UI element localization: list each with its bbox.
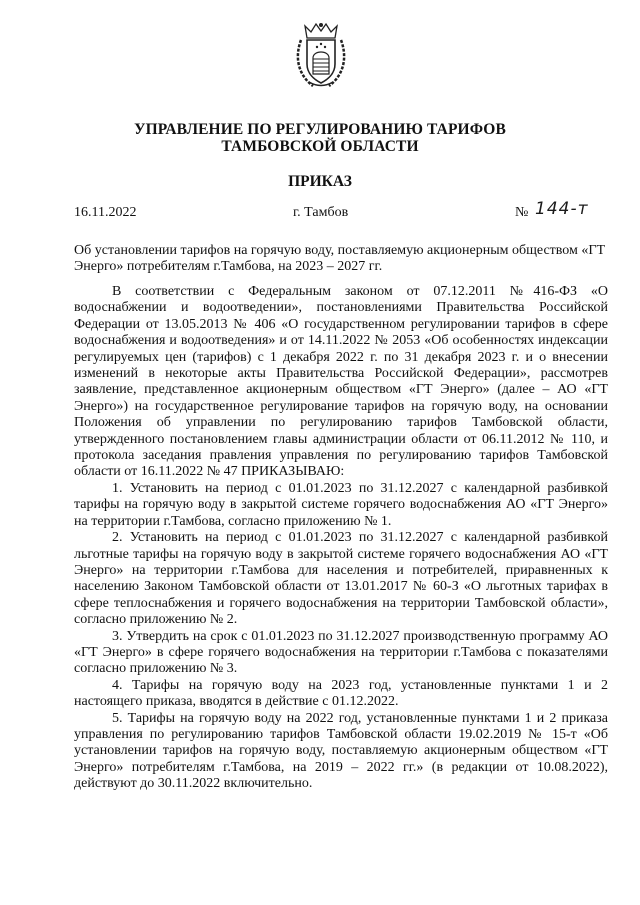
organization-name-line1: УПРАВЛЕНИЕ ПО РЕГУЛИРОВАНИЮ ТАРИФОВ (134, 121, 506, 138)
document-type: ПРИКАЗ (288, 173, 352, 190)
coat-of-arms-icon (295, 22, 347, 90)
clause-paragraph-1: 1. Установить на период с 01.01.2023 по 31.12.2027 с календарной разбивкой тарифы на горячую воду в закрытой системе горячего водоснабжения АО «ГТ Энерго» на территории г.Тамбова, согласно приложению № 1. (74, 480, 608, 529)
clause-paragraph-5: 5. Тарифы на горячую воду на 2022 год, установленные пунктами 1 и 2 приказа управления по регулированию тарифов Тамбовской области 19.02.2019 № 15-т «Об установлении тарифов на горячую воду, поставляемую акционерным обществом «ГТ Энерго» потребителям г.Тамбова, на 2019 – 2022 гг.» (в редакции от 10.08.2022), действуют до 30.11.2022 включительно. (74, 710, 608, 792)
preamble-paragraph: В соответствии с Федеральным законом от 07.12.2011 №416-ФЗ «О водоснабжении и водоотведении», постановлениями Правительства Российской Федерации от 13.05.2013 № 406 «О государственном регулировании тарифов в сфере водоснабжения и водоотведения» и от 14.11.2022 № 2053 «Об особенностях индексации регулируемых цен (тарифов) с 1 декабря 2022 г. по 31 декабря 2023 г. и о внесении изменений в некоторые акты Правительства Российской Федерации», рассмотрев заявление, представленное акционерным обществом «ГТ Энерго» (далее – АО «ГТ Энерго») на государственное регулирование тарифов на горячую воду, на основании Положения об управлении по регулированию тарифов Тамбовской области, утвержденного постановлением главы администрации области от 06.11.2012 № 110, и протокола заседания правления управления по регулированию тарифов Тамбовской области от 16.11.2022 № 47 ПРИКАЗЫВАЮ: (74, 284, 608, 480)
clause-paragraph-2: 2. Установить на период с 01.01.2023 по 31.12.2027 с календарной разбивкой льготные тарифы на горячую воду в закрытой системе горячего водоснабжения АО «ГТ Энерго» на территории г.Тамбова для населения и потребителей, приравненных к населению Законом Тамбовской области от 13.01.2017 № 60-З «О льготных тарифах в сфере теплоснабжения и горячего водоснабжения на территории Тамбовской области», согласно приложению № 2. (74, 530, 608, 628)
document-number-label: № (515, 205, 529, 220)
document-date: 16.11.2022 (74, 205, 137, 220)
clause-paragraph-3: 3. Утвердить на срок с 01.01.2023 по 31.12.2027 производственную программу АО «ГТ Энерго» в сфере горячего водоснабжения на территории г.Тамбова с показателями согласно приложению № 3. (74, 628, 608, 677)
document-city: г. Тамбов (293, 205, 349, 220)
document-number-handwritten: 144-т (535, 199, 589, 219)
document-body (74, 284, 608, 793)
document-subject: Об установлении тарифов на горячую воду, поставляемую акционерным обществом «ГТ Энерго» потребителям г.Тамбова, на 2023 – 2027 гг. (74, 243, 606, 274)
clause-paragraph-4: 4. Тарифы на горячую воду на 2023 год, установленные пунктами 1 и 2 настоящего приказа, вводятся в действие с 01.12.2022. (74, 677, 608, 710)
organization-name-line2: ТАМБОВСКОЙ ОБЛАСТИ (221, 138, 419, 155)
